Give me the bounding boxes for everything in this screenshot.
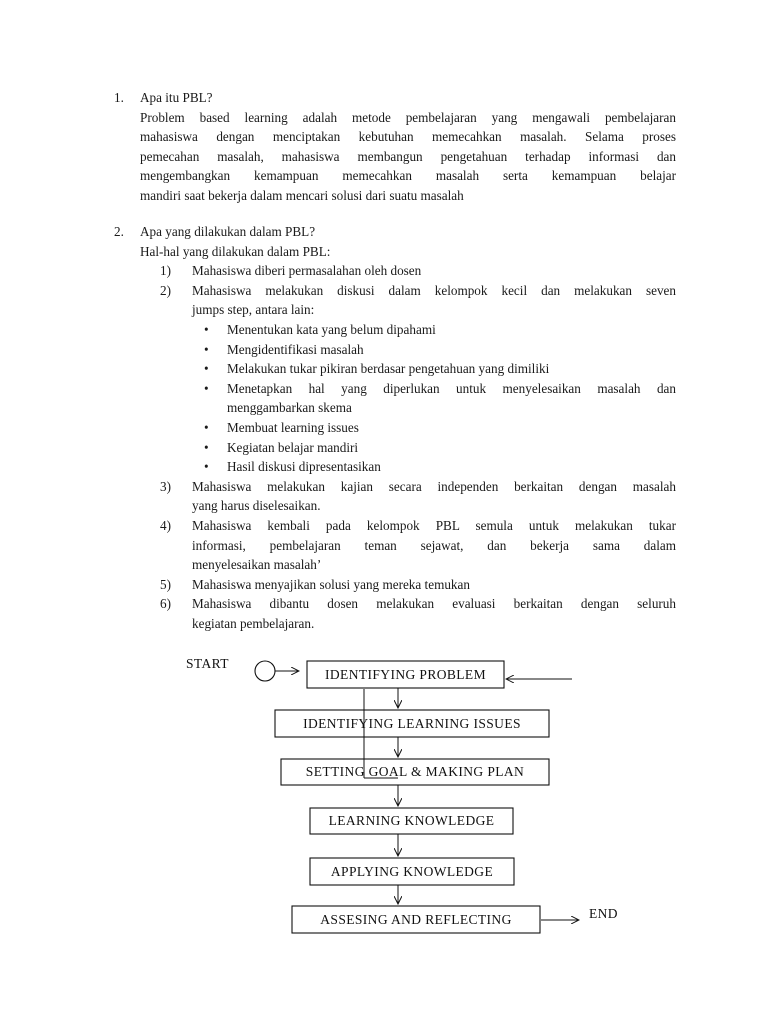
step-label: IDENTIFYING LEARNING ISSUES (303, 716, 521, 731)
paragraph-line: pemecahan masalah, mahasiswa membangun pengetahuan terhadap informasi dan (140, 148, 676, 164)
list-item-text: yang harus diselesaikan. (192, 498, 321, 514)
bullet-text: Menentukan kata yang belum dipahami (227, 321, 436, 337)
bullet-dot: • (204, 439, 209, 455)
bullet-dot: • (204, 380, 209, 396)
list-item-text: menyelesaikan masalah’ (192, 557, 322, 573)
list-item-text: jumps step, antara lain: (192, 302, 315, 318)
list-item-text: informasi, pembelajaran teman sejawat, dan bekerja sama dalam (192, 537, 676, 553)
section-2-number: 2. (114, 224, 124, 239)
start-label: START (186, 656, 229, 671)
section-1-number: 1. (114, 90, 124, 105)
list-item-text: Mahasiswa melakukan kajian secara independen berkaitan dengan masalah (192, 478, 676, 494)
list-item-text: Mahasiswa menyajikan solusi yang mereka temukan (192, 576, 470, 592)
bullet-text: menggambarkan skema (227, 400, 352, 416)
end-label: END (589, 906, 618, 921)
section-2-title: Apa yang dilakukan dalam PBL? (140, 224, 316, 239)
bullet-text: Melakukan tukar pikiran berdasar pengetahuan yang dimiliki (227, 361, 550, 377)
step-label: SETTING GOAL & MAKING PLAN (305, 764, 525, 779)
list-item-number: 3) (160, 478, 171, 494)
bullet-dot: • (204, 419, 209, 435)
bullet-text: Menetapkan hal yang diperlukan untuk menyelesaikan masalah dan (227, 380, 676, 396)
list-item-text: kegiatan pembelajaran. (192, 615, 315, 631)
list-item-number: 1) (160, 263, 171, 279)
list-item-text: Mahasiswa melakukan diskusi dalam kelompok kecil dan melakukan seven (192, 282, 676, 298)
list-item-number: 4) (160, 517, 171, 533)
bullet-text: Hasil diskusi dipresentasikan (227, 459, 381, 475)
list-item-text: Mahasiswa kembali pada kelompok PBL semula untuk melakukan tukar (192, 517, 676, 533)
bullet-dot: • (204, 459, 209, 475)
list-item-text: Mahasiswa diberi permasalahan oleh dosen (192, 263, 422, 279)
bullet-text: Kegiatan belajar mandiri (227, 439, 359, 455)
bullet-text: Mengidentifikasi masalah (227, 341, 364, 357)
bullet-dot: • (204, 321, 209, 337)
step-label: IDENTIFYING PROBLEM (325, 667, 486, 682)
paragraph-line: mandiri saat bekerja dalam mencari solusi dari suatu masalah (140, 187, 464, 203)
bullet-dot: • (204, 361, 209, 377)
paragraph-line: mahasiswa dengan menciptakan kebutuhan memecahkan masalah. Selama proses (140, 129, 676, 145)
list-item-text: Mahasiswa dibantu dosen melakukan evaluasi berkaitan dengan seluruh (192, 596, 676, 612)
list-item-number: 5) (160, 576, 171, 592)
paragraph-line: Problem based learning adalah metode pembelajaran yang mengawali pembelajaran (140, 109, 676, 125)
step-label: LEARNING KNOWLEDGE (328, 813, 495, 828)
list-item-number: 6) (160, 596, 171, 612)
start-node (255, 661, 275, 681)
section-1-title: Apa itu PBL? (140, 90, 213, 105)
paragraph-line: mengembangkan kemampuan memecahkan masalah serta kemampuan belajar (140, 168, 676, 184)
bullet-text: Membuat learning issues (227, 419, 359, 435)
bullet-dot: • (204, 341, 209, 357)
step-label: APPLYING KNOWLEDGE (330, 864, 494, 879)
section-2-intro: Hal-hal yang dilakukan dalam PBL: (140, 243, 331, 259)
list-item-number: 2) (160, 282, 171, 298)
step-label: ASSESING AND REFLECTING (320, 912, 512, 927)
